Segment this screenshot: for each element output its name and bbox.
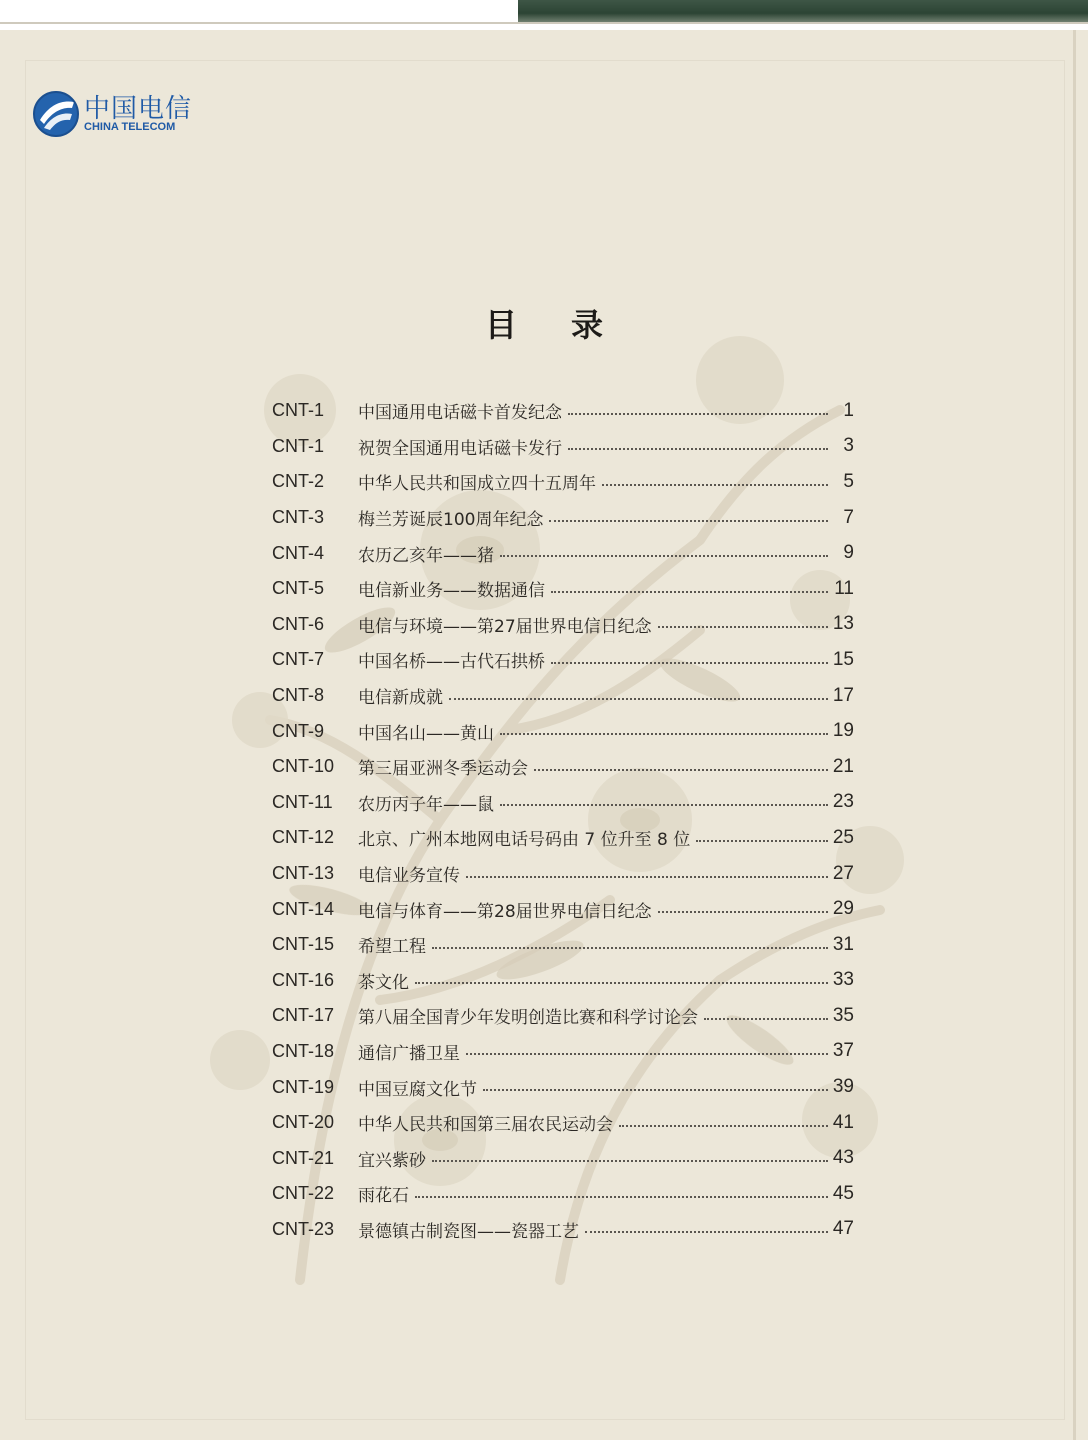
toc-row <box>272 393 854 429</box>
dot-leader <box>551 591 828 593</box>
toc-row <box>272 1212 854 1248</box>
toc-row <box>272 1105 854 1141</box>
toc-code: CNT-12 <box>272 827 335 848</box>
toc-row <box>272 500 854 536</box>
toc-code: CNT-22 <box>272 1183 335 1204</box>
toc-page: 37 <box>832 1040 854 1062</box>
toc-code: CNT-1 <box>272 435 325 456</box>
toc-title: 梅兰芳诞辰100周年纪念 <box>358 510 544 531</box>
toc-title: 农历丙子年——鼠 <box>358 794 494 815</box>
dot-leader <box>551 662 828 664</box>
toc-code: CNT-19 <box>272 1076 335 1097</box>
dot-leader <box>602 484 828 486</box>
toc-code: CNT-2 <box>272 471 325 492</box>
toc-page: 7 <box>843 506 854 528</box>
china-telecom-emblem-icon <box>32 90 80 138</box>
toc-title: 北京、广州本地网电话号码由 7 位升至 8 位 <box>358 830 691 851</box>
dot-leader <box>432 1160 828 1162</box>
toc-page: 43 <box>832 1147 854 1169</box>
toc-code: CNT-18 <box>272 1040 335 1061</box>
toc-title: 电信与环境——第27届世界电信日纪念 <box>358 616 652 637</box>
toc-title: 第三届亚洲冬季运动会 <box>358 759 528 780</box>
dot-leader <box>500 555 828 557</box>
toc-page: 9 <box>843 542 854 564</box>
dot-leader <box>466 1053 828 1055</box>
toc-page: 39 <box>832 1076 854 1098</box>
dot-leader <box>549 520 828 522</box>
dot-leader <box>568 413 828 415</box>
dot-leader <box>500 804 828 806</box>
toc-page: 23 <box>832 791 854 813</box>
toc-title: 农历乙亥年——猪 <box>358 545 494 566</box>
toc-row <box>272 1034 854 1070</box>
toc-page: 33 <box>832 969 854 991</box>
toc-page: 19 <box>832 720 854 742</box>
scan-top-edge <box>0 0 1088 30</box>
dot-leader <box>619 1125 828 1127</box>
toc-code: CNT-9 <box>272 720 325 741</box>
toc-title: 雨花石 <box>358 1186 409 1207</box>
toc-row <box>272 678 854 714</box>
toc-page: 29 <box>832 898 854 920</box>
dot-leader <box>415 982 828 984</box>
toc-row <box>272 607 854 643</box>
toc-code: CNT-4 <box>272 542 325 563</box>
toc-page: 15 <box>832 648 854 670</box>
dot-leader <box>658 626 828 628</box>
dot-leader <box>658 911 828 913</box>
toc-code: CNT-8 <box>272 685 325 706</box>
toc-title: 祝贺全国通用电话磁卡发行 <box>358 438 562 459</box>
dot-leader <box>483 1089 828 1091</box>
toc-code: CNT-5 <box>272 578 325 599</box>
toc-code: CNT-15 <box>272 934 335 955</box>
toc-code: CNT-23 <box>272 1218 335 1239</box>
toc-page: 25 <box>832 826 854 848</box>
page-title: 目录 <box>484 306 657 344</box>
toc-title: 电信业务宣传 <box>358 866 460 887</box>
book-cover-edge <box>518 0 1088 22</box>
toc-page: 47 <box>832 1218 854 1240</box>
toc-row <box>272 1069 854 1105</box>
toc-row <box>272 642 854 678</box>
toc-page: 41 <box>832 1111 854 1133</box>
toc-row <box>272 1140 854 1176</box>
toc-title: 景德镇古制瓷图——瓷器工艺 <box>358 1221 579 1242</box>
dot-leader <box>432 947 828 949</box>
toc-code: CNT-1 <box>272 400 325 421</box>
dot-leader <box>534 769 828 771</box>
dot-leader <box>449 698 828 700</box>
toc-title: 电信新业务——数据通信 <box>358 581 545 602</box>
toc-page: 13 <box>832 613 854 635</box>
toc-code: CNT-7 <box>272 649 325 670</box>
toc-row <box>272 713 854 749</box>
edge-line <box>0 22 1088 24</box>
dot-leader <box>696 840 828 842</box>
toc-title: 中国名山——黄山 <box>358 723 494 744</box>
toc-title: 中国名桥——古代石拱桥 <box>358 652 545 673</box>
toc-title: 第八届全国青少年发明创造比赛和科学讨论会 <box>358 1008 698 1029</box>
toc-code: CNT-21 <box>272 1147 335 1168</box>
toc-title: 中国豆腐文化节 <box>358 1079 477 1100</box>
toc-page: 1 <box>843 399 854 421</box>
toc-page: 35 <box>832 1004 854 1026</box>
dot-leader <box>704 1018 828 1020</box>
dot-leader <box>500 733 828 735</box>
toc-title: 宜兴紫砂 <box>358 1150 426 1171</box>
logo-name-cn: 中国电信 <box>84 94 193 124</box>
toc-code: CNT-14 <box>272 898 335 919</box>
toc-page: 3 <box>843 435 854 457</box>
toc-title: 通信广播卫星 <box>358 1043 460 1064</box>
toc-row <box>272 963 854 999</box>
table-of-contents <box>272 393 854 1247</box>
toc-title: 希望工程 <box>358 937 426 958</box>
dot-leader <box>466 876 828 878</box>
toc-row <box>272 1176 854 1212</box>
toc-code: CNT-17 <box>272 1005 335 1026</box>
toc-code: CNT-11 <box>272 791 333 812</box>
toc-page: 21 <box>832 755 854 777</box>
toc-row <box>272 891 854 927</box>
toc-title: 中华人民共和国成立四十五周年 <box>358 474 596 495</box>
toc-page: 31 <box>832 933 854 955</box>
toc-page: 11 <box>834 577 854 599</box>
toc-title: 电信与体育——第28届世界电信日纪念 <box>358 901 652 922</box>
toc-row <box>272 429 854 465</box>
toc-code: CNT-20 <box>272 1112 335 1133</box>
toc-row <box>272 749 854 785</box>
toc-row <box>272 571 854 607</box>
toc-page: 17 <box>832 684 854 706</box>
toc-title: 电信新成就 <box>358 688 443 709</box>
toc-title: 茶文化 <box>358 972 409 993</box>
toc-code: CNT-16 <box>272 969 335 990</box>
logo-name-en: CHINA TELECOM <box>84 121 176 133</box>
toc-row <box>272 856 854 892</box>
toc-code: CNT-6 <box>272 613 325 634</box>
toc-code: CNT-3 <box>272 507 325 528</box>
dot-leader <box>585 1231 828 1233</box>
toc-title: 中国通用电话磁卡首发纪念 <box>358 403 562 424</box>
toc-row <box>272 927 854 963</box>
toc-row <box>272 464 854 500</box>
toc-row <box>272 785 854 821</box>
toc-page: 5 <box>843 470 854 492</box>
dot-leader <box>415 1196 828 1198</box>
china-telecom-logo <box>32 88 202 140</box>
toc-page: 45 <box>832 1182 854 1204</box>
toc-row <box>272 998 854 1034</box>
toc-code: CNT-10 <box>272 756 335 777</box>
toc-code: CNT-13 <box>272 863 335 884</box>
toc-row <box>272 820 854 856</box>
toc-title: 中华人民共和国第三届农民运动会 <box>358 1115 613 1136</box>
dot-leader <box>568 448 828 450</box>
toc-row <box>272 535 854 571</box>
toc-page: 27 <box>832 862 854 884</box>
